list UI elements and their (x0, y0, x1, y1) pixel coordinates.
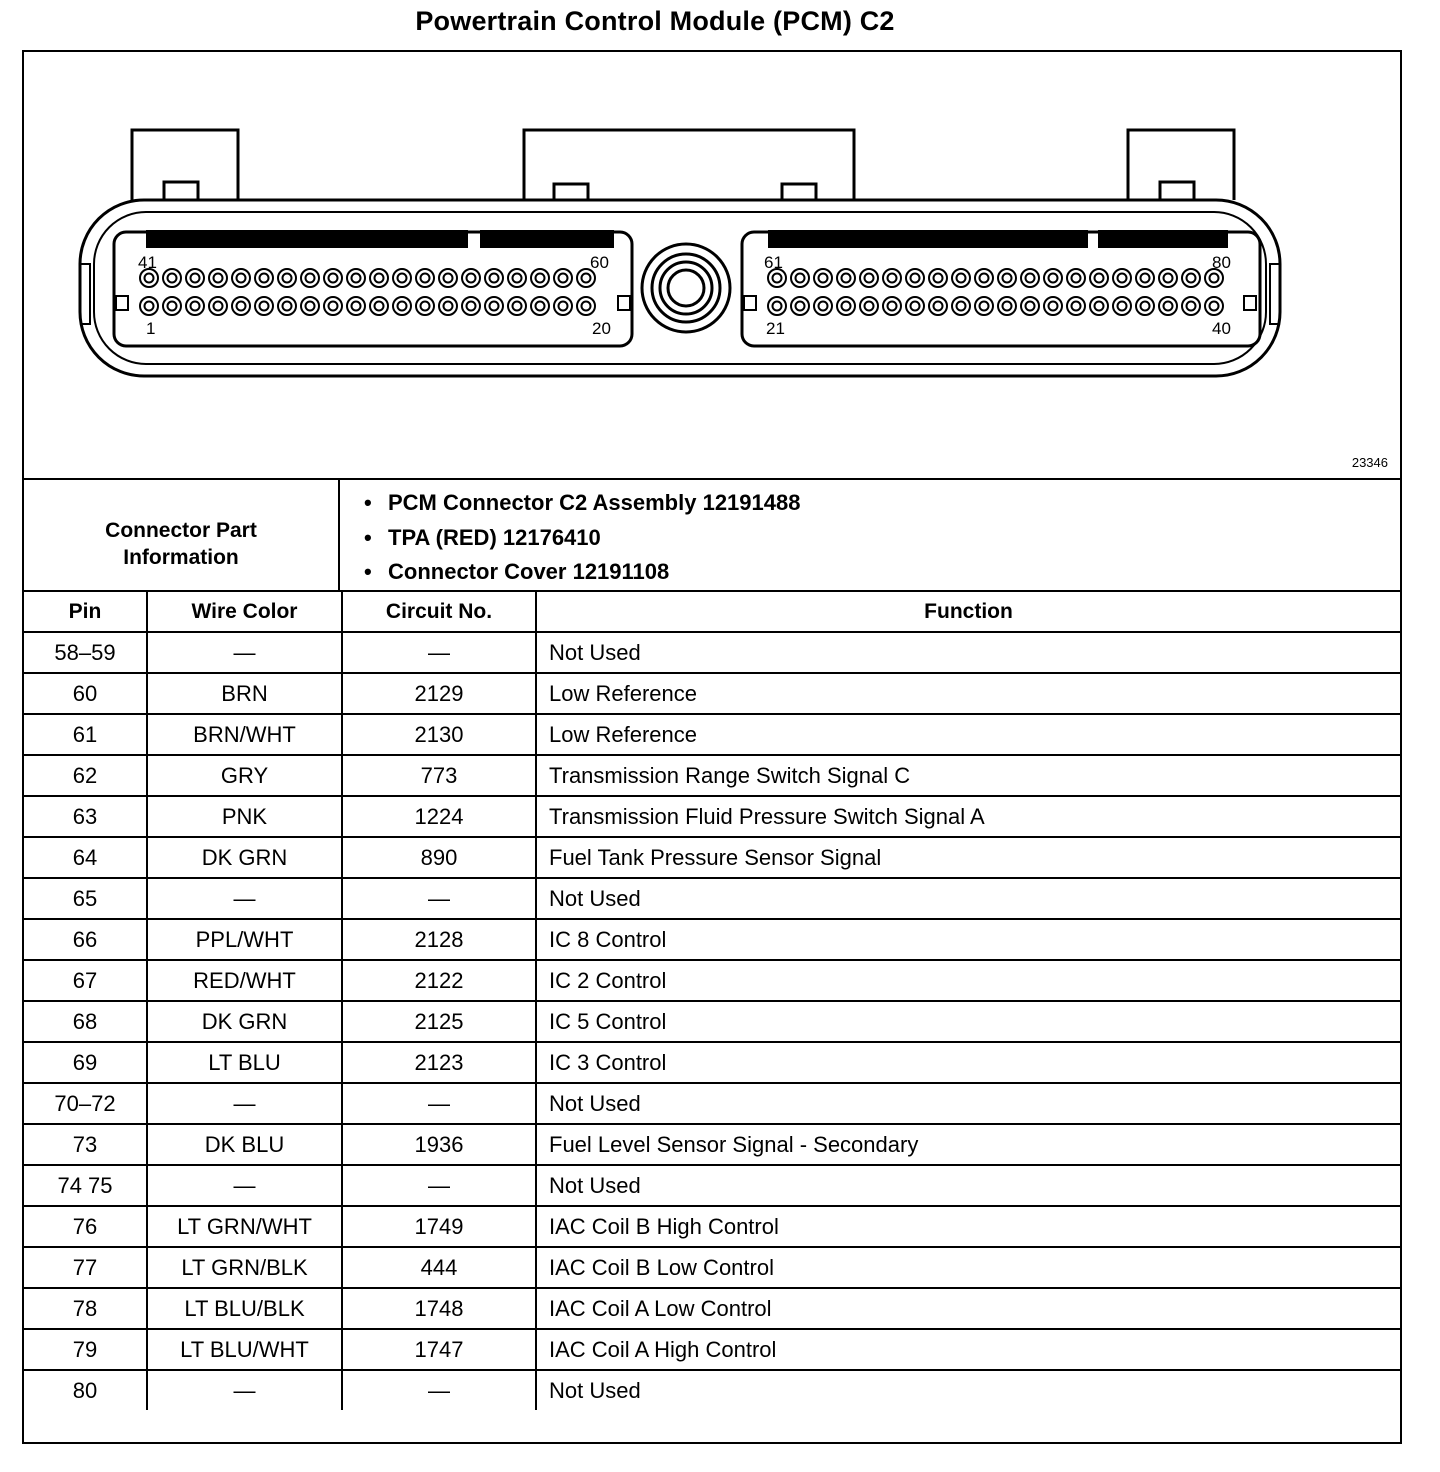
pin-hole (393, 297, 411, 315)
pin-hole-inner (168, 274, 177, 283)
pin-hole (883, 269, 901, 287)
table-row (24, 1206, 1400, 1247)
pin-hole-inner (865, 274, 874, 283)
table-row (24, 1001, 1400, 1042)
pin-hole-inner (421, 302, 430, 311)
pin-hole (1021, 297, 1039, 315)
pin-hole-inner (352, 302, 361, 311)
left-cavity-key-right (618, 296, 630, 310)
function-cell: Low Reference (536, 673, 1400, 714)
function-cell: IC 5 Control (536, 1001, 1400, 1042)
pin-hole-inner (1141, 302, 1150, 311)
pin-hole-inner (1095, 302, 1104, 311)
pin-hole-inner (1118, 302, 1127, 311)
function-cell: Not Used (536, 878, 1400, 919)
center-bolt-outer (642, 244, 730, 332)
pin-hole-inner (168, 302, 177, 311)
function-cell: Fuel Tank Pressure Sensor Signal (536, 837, 1400, 878)
circuit-no-cell: 444 (342, 1247, 536, 1288)
wire-color-cell: — (147, 878, 342, 919)
table-row (24, 1124, 1400, 1165)
pin-hole-inner (911, 274, 920, 283)
center-latch-key-right (782, 184, 816, 200)
pin-hole-inner (1049, 302, 1058, 311)
table-row (24, 878, 1400, 919)
part-item: • PCM Connector C2 Assembly 12191488 (364, 486, 800, 521)
pin-hole-inner (559, 274, 568, 283)
pin-cell: 60 (24, 673, 147, 714)
pin-hole-inner (191, 274, 200, 283)
pin-cell: 77 (24, 1247, 147, 1288)
pin-hole-inner (398, 274, 407, 283)
function-cell: Transmission Fluid Pressure Switch Signal A (536, 796, 1400, 837)
pin-cell: 63 (24, 796, 147, 837)
pin-hole (255, 269, 273, 287)
pin-hole-inner (1003, 302, 1012, 311)
pin-hole-inner (819, 274, 828, 283)
wire-color-cell: DK BLU (147, 1124, 342, 1165)
pin-hole (485, 269, 503, 287)
pin-cell: 79 (24, 1329, 147, 1370)
pin-hole-inner (911, 302, 920, 311)
pin-label-21: 21 (766, 319, 785, 338)
pin-cell: 80 (24, 1370, 147, 1410)
pin-cell: 66 (24, 919, 147, 960)
connector-face-drawing (24, 52, 1400, 478)
pin-hole-inner (145, 274, 154, 283)
pin-cell: 64 (24, 837, 147, 878)
circuit-no-cell: 2130 (342, 714, 536, 755)
wire-color-cell: BRN/WHT (147, 714, 342, 755)
pin-hole-inner (980, 274, 989, 283)
pin-hole-inner (980, 302, 989, 311)
circuit-no-cell: 773 (342, 755, 536, 796)
circuit-no-cell: 1749 (342, 1206, 536, 1247)
pin-hole-inner (1141, 274, 1150, 283)
table-row (24, 755, 1400, 796)
table-row (24, 1329, 1400, 1370)
pin-cell: 62 (24, 755, 147, 796)
circuit-no-cell: 2125 (342, 1001, 536, 1042)
pin-cell: 70–72 (24, 1083, 147, 1124)
right-seal-bar-long (768, 230, 1088, 248)
function-cell: Not Used (536, 1370, 1400, 1410)
pin-hole (929, 269, 947, 287)
left-latch-tab (132, 130, 238, 200)
pin-hole (232, 297, 250, 315)
pin-hole (1182, 269, 1200, 287)
pin-hole (577, 297, 595, 315)
pin-hole-inner (306, 302, 315, 311)
pin-hole (883, 297, 901, 315)
pin-hole (1044, 269, 1062, 287)
pin-hole-inner (1210, 274, 1219, 283)
pin-hole (1159, 269, 1177, 287)
pin-hole (186, 269, 204, 287)
function-cell: Fuel Level Sensor Signal - Secondary (536, 1124, 1400, 1165)
pin-hole-inner (260, 274, 269, 283)
circuit-no-cell: 1748 (342, 1288, 536, 1329)
pin-hole-inner (1187, 302, 1196, 311)
left-seal-bar-short (480, 230, 614, 248)
pin-hole (1113, 297, 1131, 315)
circuit-no-cell: 2123 (342, 1042, 536, 1083)
pin-hole-inner (283, 274, 292, 283)
pin-hole (531, 297, 549, 315)
pin-hole-inner (1026, 274, 1035, 283)
pin-hole-inner (444, 302, 453, 311)
wire-color-cell: PNK (147, 796, 342, 837)
pin-hole (278, 297, 296, 315)
function-cell: Transmission Range Switch Signal C (536, 755, 1400, 796)
pin-hole (301, 269, 319, 287)
pin-label-1: 1 (146, 319, 156, 338)
pin-hole (837, 269, 855, 287)
pin-hole (998, 269, 1016, 287)
wire-color-cell: DK GRN (147, 837, 342, 878)
circuit-no-cell: — (342, 1370, 536, 1410)
function-cell: IAC Coil B High Control (536, 1206, 1400, 1247)
table-row (24, 1370, 1400, 1410)
pin-hole (975, 297, 993, 315)
table-row (24, 1165, 1400, 1206)
circuit-no-cell: — (342, 878, 536, 919)
left-pin-cavity (114, 232, 632, 346)
left-cavity-key-left (116, 296, 128, 310)
connector-part-list (364, 486, 800, 590)
table-row (24, 1247, 1400, 1288)
pin-hole (462, 269, 480, 287)
pin-hole (1044, 297, 1062, 315)
function-cell: IAC Coil B Low Control (536, 1247, 1400, 1288)
pin-hole (906, 297, 924, 315)
circuit-no-cell: 1747 (342, 1329, 536, 1370)
pin-hole (906, 269, 924, 287)
pin-hole-inner (375, 302, 384, 311)
pin-hole (1136, 297, 1154, 315)
pin-hole-inner (934, 274, 943, 283)
circuit-no-cell: 1936 (342, 1124, 536, 1165)
pin-hole-inner (1072, 274, 1081, 283)
pin-hole-inner (329, 274, 338, 283)
pin-hole-inner (1164, 274, 1173, 283)
pin-hole-inner (513, 302, 522, 311)
wire-color-cell: DK GRN (147, 1001, 342, 1042)
wire-color-cell: LT BLU/BLK (147, 1288, 342, 1329)
pin-hole-inner (536, 274, 545, 283)
function-cell: Not Used (536, 1083, 1400, 1124)
pin-table-header-row (24, 592, 1400, 632)
center-bolt-ring-3 (668, 270, 704, 306)
circuit-no-cell: — (342, 1083, 536, 1124)
function-cell: IAC Coil A Low Control (536, 1288, 1400, 1329)
wire-color-cell: PPL/WHT (147, 919, 342, 960)
table-row (24, 673, 1400, 714)
header-pin: Pin (24, 592, 147, 632)
pin-hole (347, 269, 365, 287)
pin-hole-inner (398, 302, 407, 311)
pin-hole (952, 269, 970, 287)
connector-document (22, 50, 1402, 1444)
header-circuit-no: Circuit No. (342, 592, 536, 632)
pin-cell: 68 (24, 1001, 147, 1042)
pin-hole-inner (467, 302, 476, 311)
pin-hole (860, 269, 878, 287)
pin-cell: 73 (24, 1124, 147, 1165)
wire-color-cell: RED/WHT (147, 960, 342, 1001)
page-title: Powertrain Control Module (PCM) C2 (415, 6, 895, 36)
pin-hole-inner (888, 274, 897, 283)
pin-hole-inner (352, 274, 361, 283)
circuit-no-cell: — (342, 632, 536, 673)
function-cell: IAC Coil A High Control (536, 1329, 1400, 1370)
pin-hole-inner (773, 274, 782, 283)
pin-hole (232, 269, 250, 287)
pin-hole-inner (237, 302, 246, 311)
connector-part-information (24, 480, 1400, 592)
pin-hole (791, 269, 809, 287)
pin-cell: 65 (24, 878, 147, 919)
pin-hole (768, 297, 786, 315)
pin-hole (439, 297, 457, 315)
pin-label-80: 80 (1212, 253, 1231, 272)
pin-hole-inner (490, 274, 499, 283)
table-row (24, 1288, 1400, 1329)
table-row (24, 1083, 1400, 1124)
pin-hole-inner (145, 302, 154, 311)
pin-cell: 78 (24, 1288, 147, 1329)
right-seal-bar-short (1098, 230, 1228, 248)
pin-hole (837, 297, 855, 315)
pin-hole (301, 297, 319, 315)
table-row (24, 837, 1400, 878)
pin-hole-inner (375, 274, 384, 283)
pin-hole (531, 269, 549, 287)
wire-color-cell: LT GRN/WHT (147, 1206, 342, 1247)
table-row (24, 919, 1400, 960)
pin-hole-inner (306, 274, 315, 283)
pin-hole (1021, 269, 1039, 287)
pin-cell: 67 (24, 960, 147, 1001)
pin-hole (554, 269, 572, 287)
table-row (24, 632, 1400, 673)
function-cell: IC 3 Control (536, 1042, 1400, 1083)
pin-hole (370, 297, 388, 315)
pin-label-20: 20 (592, 319, 611, 338)
connector-diagram (24, 52, 1400, 480)
wire-color-cell: LT GRN/BLK (147, 1247, 342, 1288)
pin-hole (485, 297, 503, 315)
pin-hole-inner (329, 302, 338, 311)
pin-hole-inner (796, 274, 805, 283)
pin-hole-inner (1026, 302, 1035, 311)
pin-hole-inner (865, 302, 874, 311)
right-pin-cavity (742, 232, 1260, 346)
pin-hole-inner (1187, 274, 1196, 283)
pin-hole (1182, 297, 1200, 315)
pin-hole-inner (819, 302, 828, 311)
right-cavity-key-left (744, 296, 756, 310)
pin-hole (1113, 269, 1131, 287)
pin-hole-inner (1164, 302, 1173, 311)
pin-hole (140, 297, 158, 315)
wire-color-cell: — (147, 1165, 342, 1206)
center-bolt-ring-1 (652, 254, 720, 322)
connector-housing-outer (80, 200, 1280, 376)
pin-hole (209, 297, 227, 315)
pin-hole (554, 297, 572, 315)
part-item: • Connector Cover 12191108 (364, 555, 800, 590)
pin-hole (1159, 297, 1177, 315)
pin-hole-inner (1095, 274, 1104, 283)
left-seal-bar-long (146, 230, 468, 248)
table-row (24, 714, 1400, 755)
table-row (24, 1042, 1400, 1083)
pin-cell: 69 (24, 1042, 147, 1083)
pin-cell: 58–59 (24, 632, 147, 673)
function-cell: Not Used (536, 1165, 1400, 1206)
circuit-no-cell: 1224 (342, 796, 536, 837)
pin-hole-inner (1072, 302, 1081, 311)
pin-hole (186, 297, 204, 315)
pin-hole-inner (260, 302, 269, 311)
pin-hole-inner (1118, 274, 1127, 283)
function-cell: IC 2 Control (536, 960, 1400, 1001)
header-function: Function (536, 592, 1400, 632)
pin-hole-inner (842, 302, 851, 311)
pin-hole-inner (191, 302, 200, 311)
pin-hole-inner (513, 274, 522, 283)
pin-hole-inner (283, 302, 292, 311)
pin-label-61: 61 (764, 253, 783, 272)
wire-color-cell: — (147, 1083, 342, 1124)
pin-hole (393, 269, 411, 287)
left-latch-key (164, 182, 198, 200)
pin-hole (347, 297, 365, 315)
wire-color-cell: LT BLU (147, 1042, 342, 1083)
pin-label-60: 60 (590, 253, 609, 272)
pin-hole-inner (957, 302, 966, 311)
pin-hole (998, 297, 1016, 315)
pin-label-40: 40 (1212, 319, 1231, 338)
pin-hole-inner (214, 274, 223, 283)
pin-hole (1090, 297, 1108, 315)
pin-hole-inner (773, 302, 782, 311)
pin-hole-inner (536, 302, 545, 311)
pin-hole (462, 297, 480, 315)
pin-hole-inner (467, 274, 476, 283)
pin-hole (255, 297, 273, 315)
pin-hole-inner (1210, 302, 1219, 311)
pin-hole (163, 269, 181, 287)
pin-hole-inner (582, 302, 591, 311)
center-latch-tab (524, 130, 854, 200)
pin-hole-inner (214, 302, 223, 311)
pin-hole (209, 269, 227, 287)
header-wire-color: Wire Color (147, 592, 342, 632)
pin-hole (278, 269, 296, 287)
function-cell: Low Reference (536, 714, 1400, 755)
pin-hole (416, 297, 434, 315)
pin-hole (1136, 269, 1154, 287)
circuit-no-cell: 2128 (342, 919, 536, 960)
right-cavity-key-right (1244, 296, 1256, 310)
pin-hole (508, 269, 526, 287)
pin-hole (1090, 269, 1108, 287)
circuit-no-cell: 890 (342, 837, 536, 878)
table-row (24, 796, 1400, 837)
table-row (24, 960, 1400, 1001)
pin-cell: 74 75 (24, 1165, 147, 1206)
figure-id: 23346 (1351, 455, 1388, 470)
pin-hole (370, 269, 388, 287)
connector-part-information-label-text: Connector Part Information (105, 519, 257, 569)
pin-hole-inner (888, 302, 897, 311)
pin-hole (929, 297, 947, 315)
function-cell: Not Used (536, 632, 1400, 673)
pin-cell: 61 (24, 714, 147, 755)
pin-hole (1067, 269, 1085, 287)
pin-hole-inner (421, 274, 430, 283)
center-latch-key-left (554, 184, 588, 200)
pin-hole (1205, 297, 1223, 315)
pin-hole (1067, 297, 1085, 315)
pin-hole (508, 297, 526, 315)
pin-hole-inner (559, 302, 568, 311)
circuit-no-cell: 2122 (342, 960, 536, 1001)
wire-color-cell: BRN (147, 673, 342, 714)
pin-hole-inner (582, 274, 591, 283)
pin-table-body (24, 632, 1400, 1410)
pin-hole (814, 269, 832, 287)
pin-hole-inner (842, 274, 851, 283)
wire-color-cell: — (147, 1370, 342, 1410)
pin-cell: 76 (24, 1206, 147, 1247)
right-latch-key (1160, 182, 1194, 200)
wire-color-cell: LT BLU/WHT (147, 1329, 342, 1370)
pin-hole (975, 269, 993, 287)
circuit-no-cell: — (342, 1165, 536, 1206)
wire-color-cell: GRY (147, 755, 342, 796)
pin-hole (791, 297, 809, 315)
part-item: • TPA (RED) 12176410 (364, 521, 800, 556)
wire-color-cell: — (147, 632, 342, 673)
pin-hole (324, 269, 342, 287)
pin-hole (814, 297, 832, 315)
pin-hole-inner (237, 274, 246, 283)
pin-hole (163, 297, 181, 315)
pin-hole-inner (444, 274, 453, 283)
right-latch-tab (1128, 130, 1234, 200)
pin-table (24, 592, 1400, 1410)
pin-hole-inner (957, 274, 966, 283)
pin-hole-inner (1003, 274, 1012, 283)
pin-hole (439, 269, 457, 287)
pin-hole (324, 297, 342, 315)
function-cell: IC 8 Control (536, 919, 1400, 960)
pin-hole (860, 297, 878, 315)
pin-hole (952, 297, 970, 315)
pin-label-41: 41 (138, 253, 157, 272)
pin-hole (416, 269, 434, 287)
pin-hole-inner (934, 302, 943, 311)
pin-hole-inner (490, 302, 499, 311)
pin-hole-inner (796, 302, 805, 311)
connector-part-information-label (24, 480, 340, 590)
circuit-no-cell: 2129 (342, 673, 536, 714)
pin-hole-inner (1049, 274, 1058, 283)
